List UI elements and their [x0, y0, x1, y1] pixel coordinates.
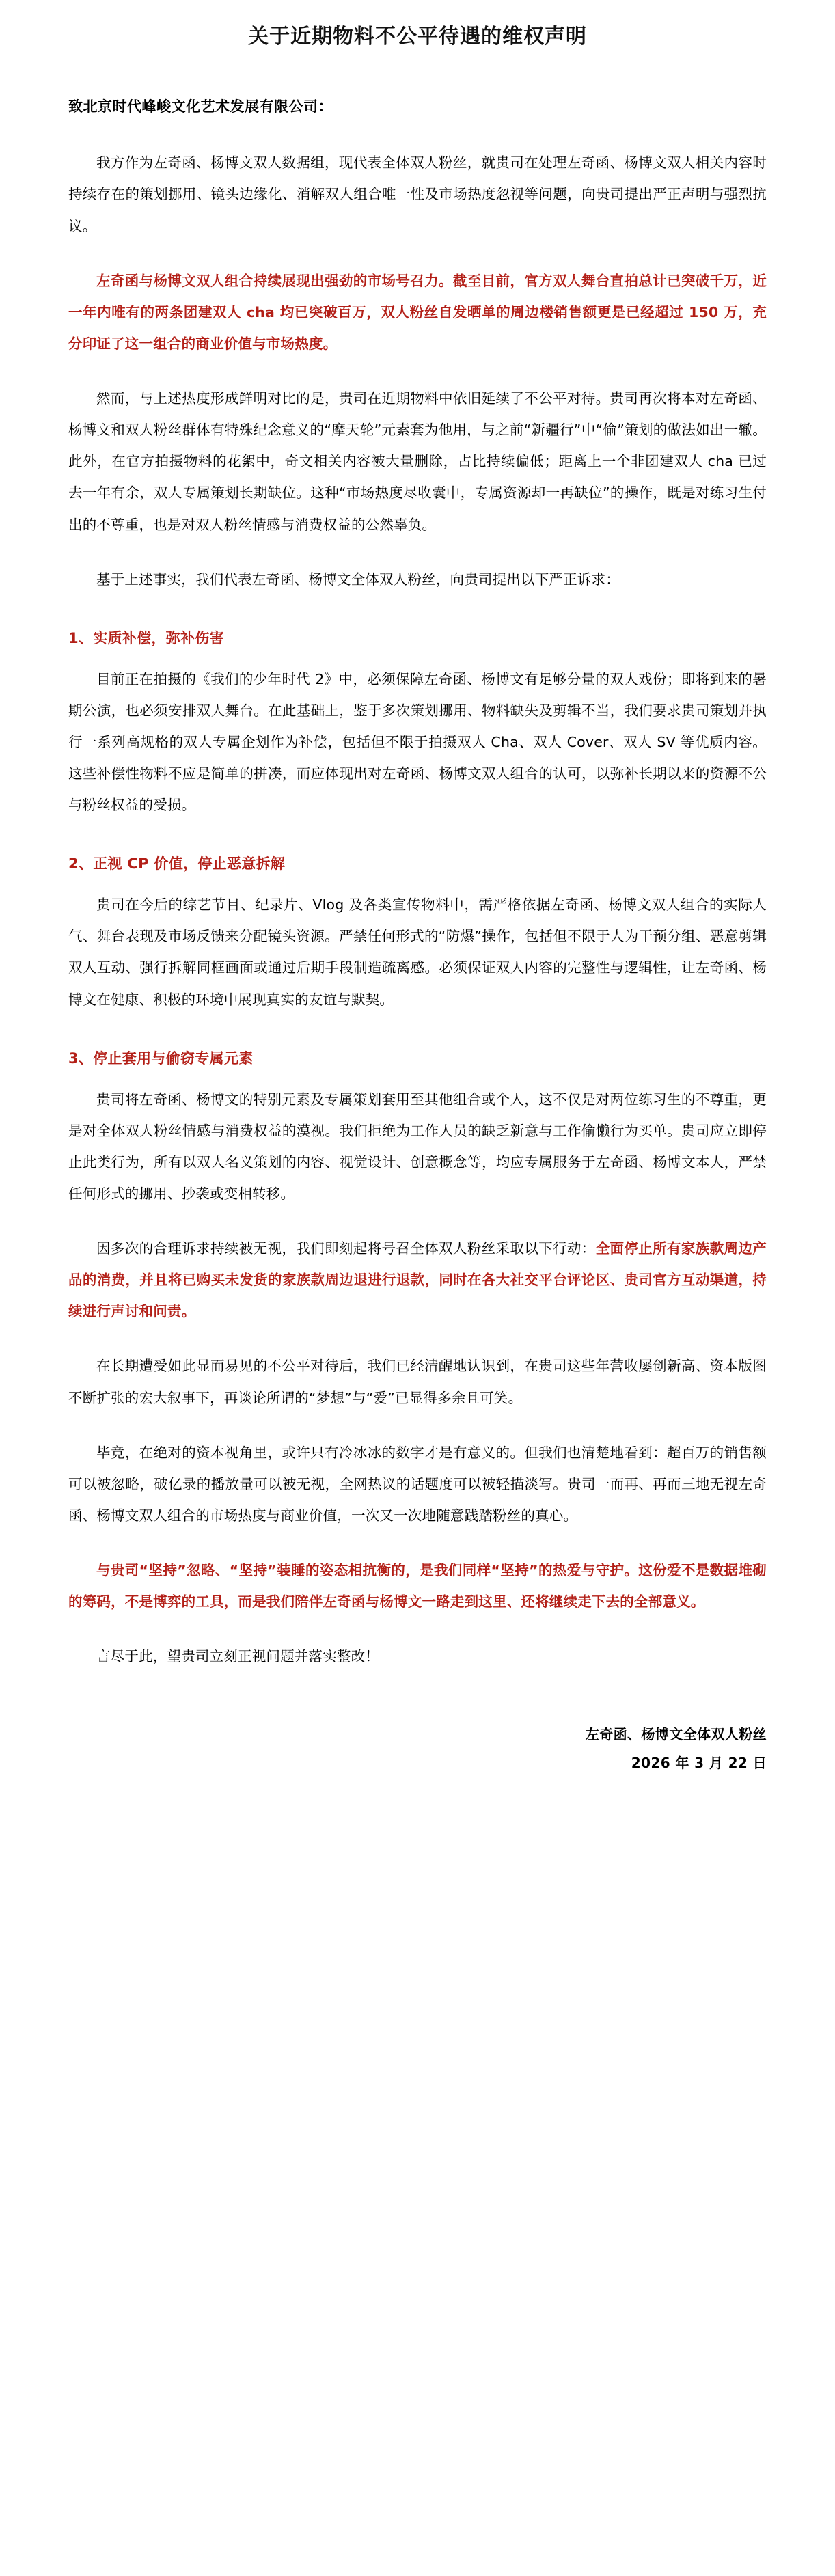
demand-heading-1: 1、实质补偿，弥补伤害	[68, 629, 224, 646]
demands-lead-paragraph: 基于上述事实，我们代表左奇函、杨博文全体双人粉丝，向贵司提出以下严正诉求：	[96, 571, 620, 588]
capital-paragraph: 毕竟，在绝对的资本视角里，或许只有冷冰冰的数字才是有意义的。但我们也清楚地看到：超百万的销售额可以被忽略，破亿录的播放量可以被无视，全网热议的话题度可以被轻描淡写。贵司一而再、再而三地无视左奇函、杨博文双人组合的市场热度与商业价值，一次又一次地随意践踏粉丝的真心。	[68, 1444, 767, 1524]
demand-body-2: 贵司在今后的综艺节目、纪录片、Vlog 及各类宣传物料中，需严格依据左奇函、杨博文双人组合的实际人气、舞台表现及市场反馈来分配镜头资源。严禁任何形式的“防爆”操作，包括但不限于人为干预分组、恶意剪辑双人互动、强行拆解同框画面或通过后期手段制造疏离感。必须保证双人内容的完整性与逻辑性，让左奇函、杨博文在健康、积极的环境中展现真实的友谊与默契。	[68, 896, 767, 1008]
action-paragraph-red: 全面停止所有家族款周边产品的消费，并且将已购买未发货的家族款周边退进行退款，同时在各大社交平台评论区、贵司官方互动渠道，持续进行声讨和问责。	[68, 1240, 767, 1320]
demand-body-1: 目前正在拍摄的《我们的少年时代 2》中，必须保障左奇函、杨博文有足够分量的双人戏份；即将到来的暑期公演，也必须安排双人舞台。在此基础上，鉴于多次策划挪用、物料缺失及剪辑不当，我们要求贵司策划并执行一系列高规格的双人专属企划作为补偿，包括但不限于拍摄双人 Cha、双人 Cover、双人 SV 等优质内容。这些补偿性物料不应是简单的拼凑，而应体现出对左奇函、杨博文双人组合的认可，以弥补长期以来的资源不公与粉丝权益的受损。	[68, 670, 767, 814]
page-title: 关于近期物料不公平待遇的维权声明	[248, 25, 587, 49]
signature-block	[68, 1720, 767, 1777]
signature-date: 2026 年 3 月 22 日	[631, 1755, 767, 1772]
demand-heading-3: 3、停止套用与偷窃专属元素	[68, 1050, 254, 1067]
addressee-line: 致北京时代峰峻文化艺术发展有限公司：	[68, 98, 333, 115]
reflection-paragraph: 在长期遭受如此显而易见的不公平对待后，我们已经清醒地认识到，在贵司这些年营收屡创新高、资本版图不断扩张的宏大叙事下，再谈论所谓的“梦想”与“爱”已显得多余且可笑。	[68, 1358, 767, 1406]
grievance-paragraph: 然而，与上述热度形成鲜明对比的是，贵司在近期物料中依旧延续了不公平对待。贵司再次将本对左奇函、杨博文和双人粉丝群体有特殊纪念意义的“摩天轮”元素套为他用，与之前“新疆行”中“偷”策划的做法如出一辙。此外，在官方拍摄物料的花絮中，奇文相关内容被大量删除，占比持续偏低；距离上一个非团建双人 cha 已过去一年有余，双人专属策划长期缺位。这种“市场热度尽收囊中，专属资源却一再缺位”的操作，既是对练习生付出的不尊重，也是对双人粉丝情感与消费权益的公然辜负。	[68, 390, 767, 533]
intro-paragraph: 我方作为左奇函、杨博文双人数据组，现代表全体双人粉丝，就贵司在处理左奇函、杨博文双人相关内容时持续存在的策划挪用、镜头边缘化、消解双人组合唯一性及市场热度忽视等问题，向贵司提出严正声明与强烈抗议。	[68, 154, 767, 234]
action-paragraph-plain: 因多次的合理诉求持续被无视，我们即刻起将号召全体双人粉丝采取以下行动：	[96, 1240, 596, 1257]
demand-body-3: 贵司将左奇函、杨博文的特别元素及专属策划套用至其他组合或个人，这不仅是对两位练习生的不尊重，更是对全体双人粉丝情感与消费权益的漠视。我们拒绝为工作人员的缺乏新意与工作偷懒行为买单。贵司应立即停止此类行为，所有以双人名义策划的内容、视觉设计、创意概念等，均应专属服务于左奇函、杨博文本人，严禁任何形式的挪用、抄袭或变相转移。	[68, 1091, 767, 1202]
highlight-paragraph: 左奇函与杨博文双人组合持续展现出强劲的市场号召力。截至目前，官方双人舞台直拍总计已突破千万，近一年内唯有的两条团建双人 cha 均已突破百万，双人粉丝自发晒单的周边楼销售额更是已经超过 150 万，充分印证了这一组合的商业价值与市场热度。	[68, 272, 767, 352]
action-paragraph	[68, 1233, 767, 1327]
signature-author: 左奇函、杨博文全体双人粉丝	[585, 1726, 767, 1743]
final-red-paragraph: 与贵司“坚持”忽略、“坚持”装睡的姿态相抗衡的，是我们同样“坚持”的热爱与守护。这份爱不是数据堆砌的筹码，不是博弈的工具，而是我们陪伴左奇函与杨博文一路走到这里、还将继续走下去的全部意义。	[68, 1562, 767, 1611]
closing-paragraph: 言尽于此，望贵司立刻正视问题并落实整改！	[96, 1648, 379, 1665]
demand-heading-2: 2、正视 CP 价值，停止恶意拆解	[68, 855, 286, 873]
